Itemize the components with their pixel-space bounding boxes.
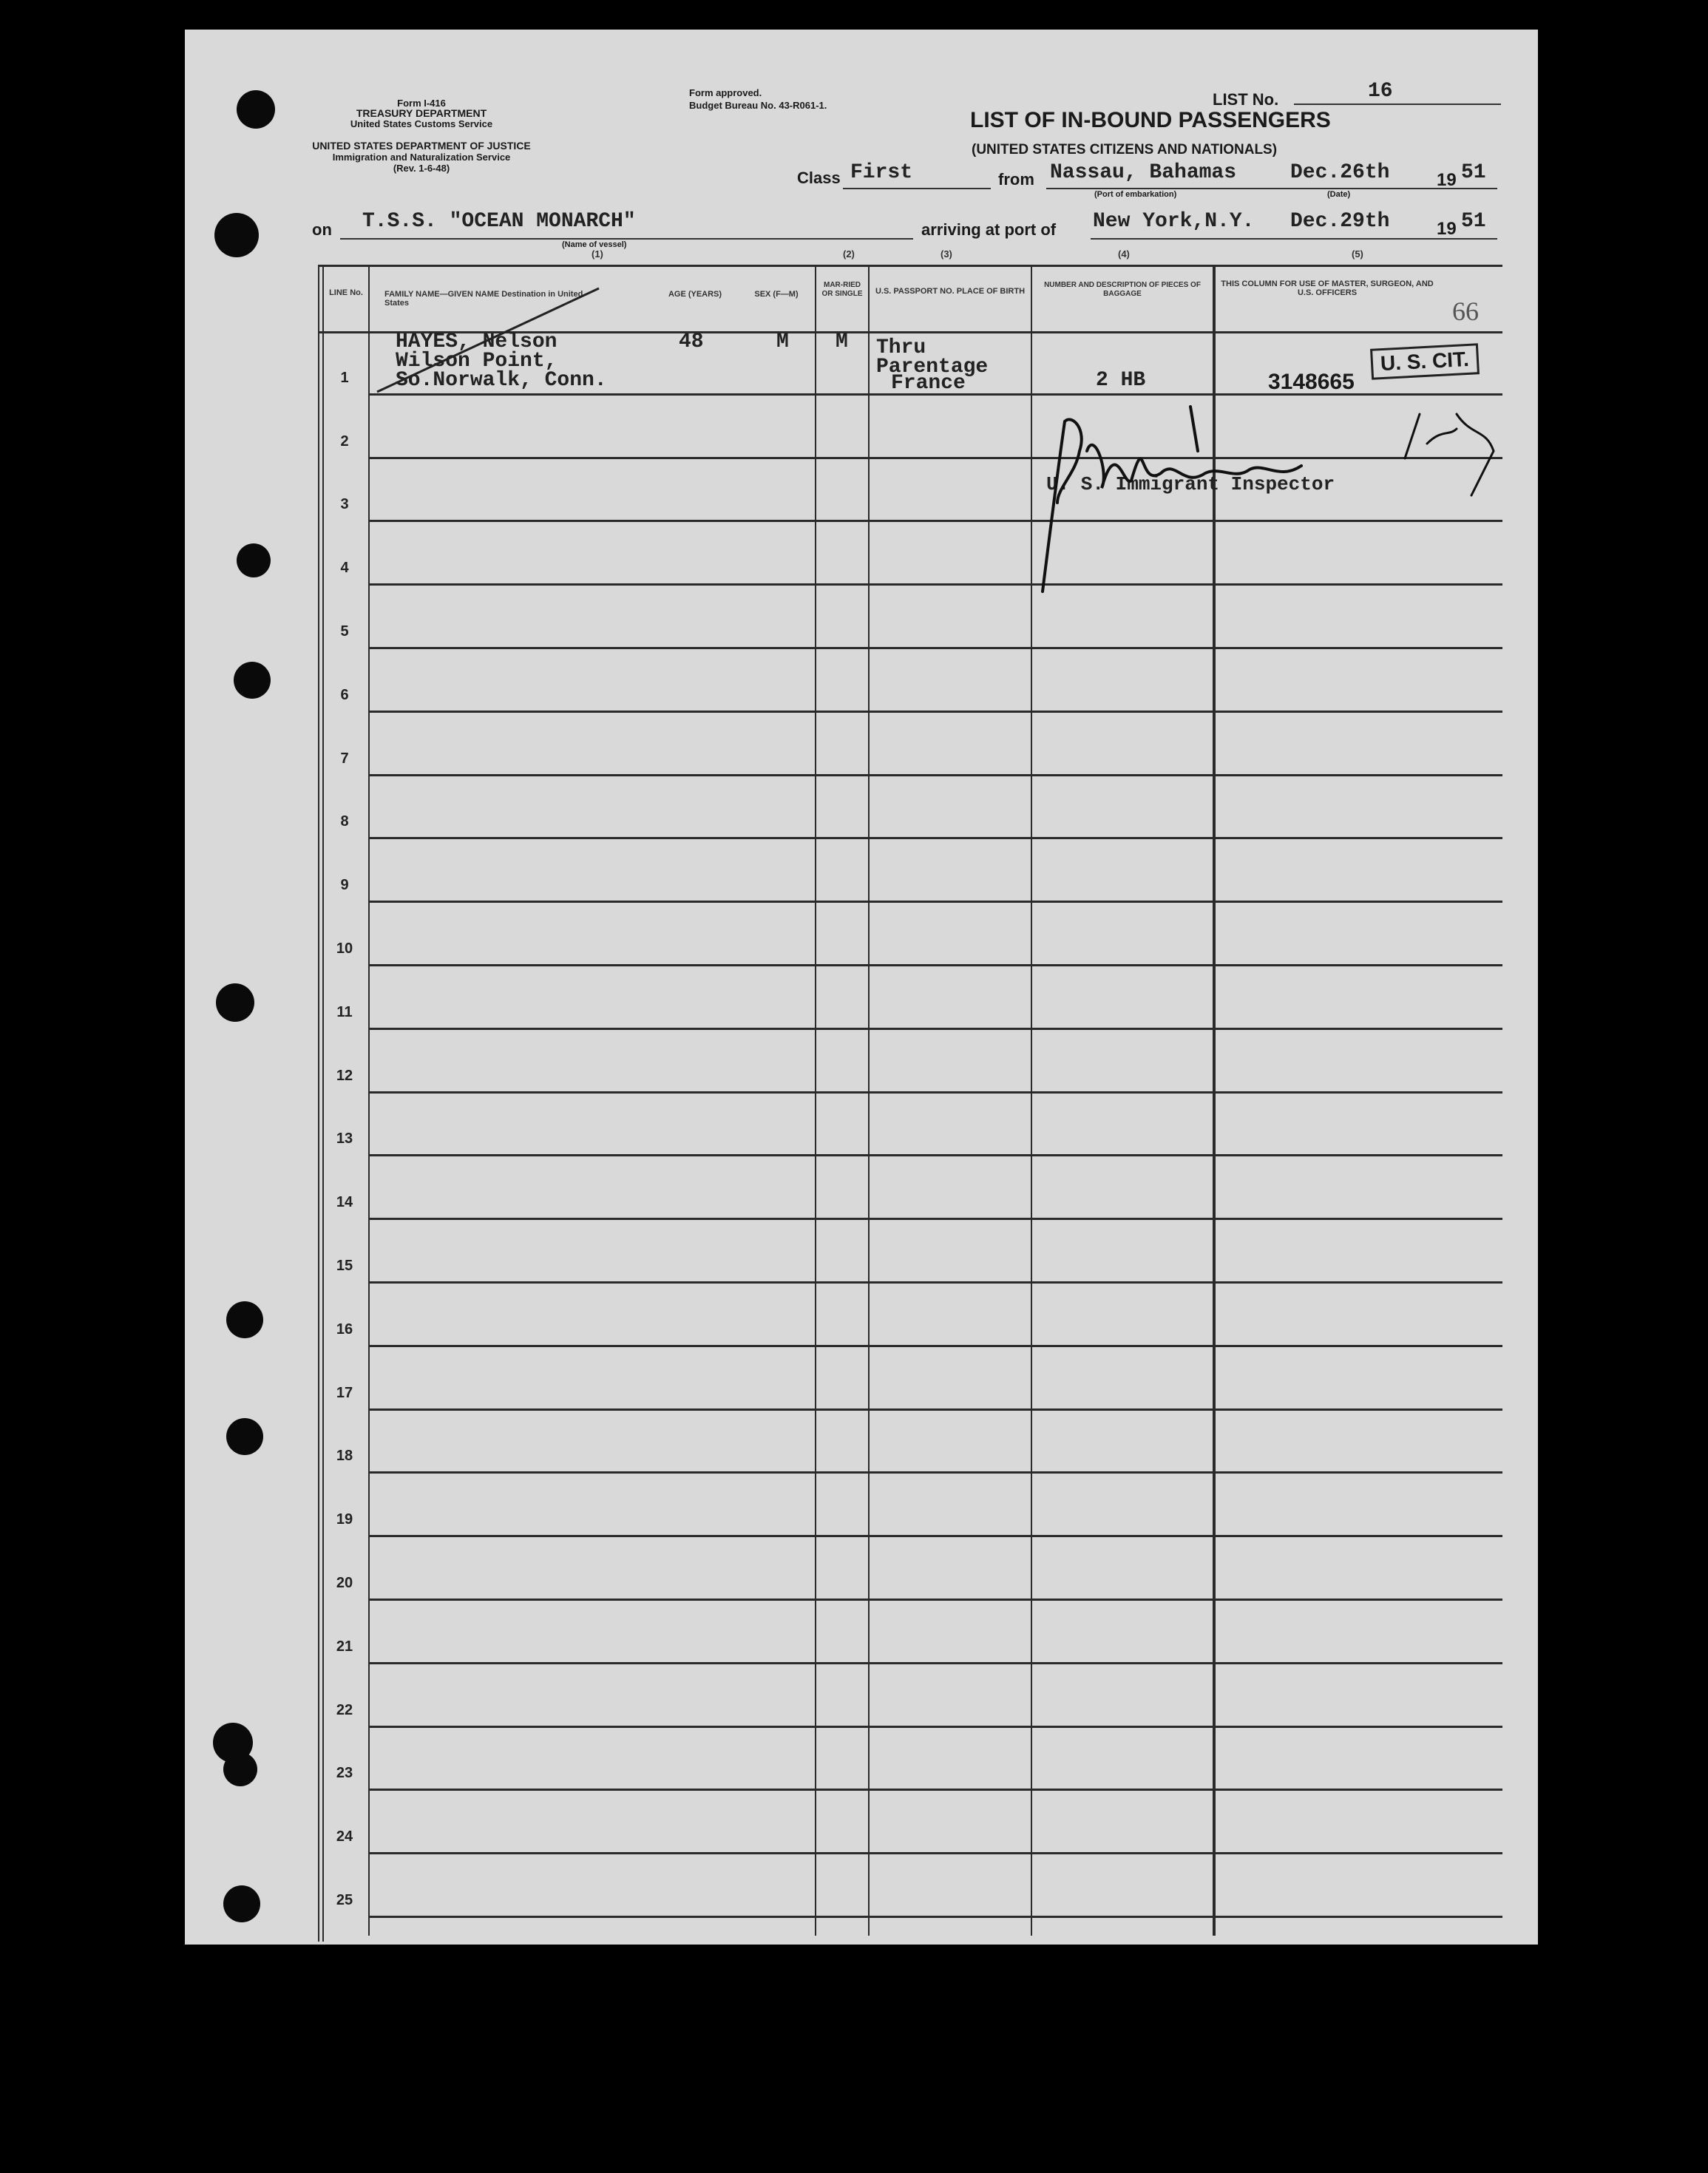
- punch-hole: [237, 543, 271, 577]
- col-header-passport: U.S. PASSPORT NO. PLACE OF BIRTH: [875, 287, 1026, 296]
- arriving-label: arriving at port of: [921, 220, 1057, 239]
- line-number: 21: [336, 1638, 353, 1655]
- line-number: 22: [336, 1701, 353, 1718]
- passenger-address-2: So.Norwalk, Conn.: [396, 369, 607, 392]
- punch-hole: [226, 1301, 263, 1338]
- punch-hole: [226, 1418, 263, 1455]
- form-subtitle: (UNITED STATES CITIZENS AND NATIONALS): [972, 142, 1278, 157]
- col-number-3: (3): [941, 248, 952, 260]
- row-rule: [370, 1218, 1502, 1220]
- us-citizen-stamp: U. S. CIT.: [1370, 343, 1480, 380]
- punch-hole: [223, 1885, 260, 1922]
- list-number: 16: [1368, 80, 1393, 103]
- budget-bureau: Budget Bureau No. 43-R061-1.: [689, 100, 827, 111]
- class-value: First: [850, 161, 913, 184]
- row-rule: [370, 1662, 1502, 1664]
- row-rule: [370, 774, 1502, 776]
- col-header-married: MAR-RIED OR SINGLE: [821, 281, 863, 298]
- punch-hole: [216, 983, 254, 1022]
- line-number: 6: [340, 686, 349, 703]
- line-number: 18: [336, 1448, 353, 1465]
- class-label: Class: [797, 169, 841, 187]
- passenger-marital: M: [836, 330, 848, 353]
- departure-date: Dec.26th: [1290, 161, 1390, 184]
- line-number: 17: [336, 1384, 353, 1401]
- line-number: 8: [340, 813, 349, 830]
- form-approved: Form approved.: [689, 87, 762, 98]
- revision: (Rev. 1-6-48): [393, 163, 450, 174]
- line-number: 12: [336, 1067, 353, 1084]
- date-caption: (Date): [1327, 190, 1351, 199]
- birth-line-1: Thru: [876, 336, 926, 359]
- line-number: 23: [336, 1765, 353, 1782]
- vessel-name: T.S.S. "OCEAN MONARCH": [362, 210, 636, 233]
- row-rule: [370, 1852, 1502, 1854]
- manifest-page: [185, 30, 1538, 1945]
- col-number-4: (4): [1118, 248, 1130, 260]
- ins-service: Immigration and Naturalization Service: [332, 152, 511, 163]
- justice-dept: UNITED STATES DEPARTMENT OF JUSTICE: [312, 140, 531, 152]
- col-header-baggage: NUMBER AND DESCRIPTION OF PIECES OF BAGGAGE: [1044, 281, 1201, 298]
- customs-service: United States Customs Service: [350, 118, 493, 129]
- arrival-year: 51: [1461, 210, 1486, 233]
- row-rule: [370, 1535, 1502, 1537]
- row-rule: [370, 964, 1502, 966]
- line-number: 16: [336, 1321, 353, 1338]
- col-header-name: FAMILY NAME—GIVEN NAME Destination in United States: [384, 290, 583, 308]
- arrival-date: Dec.29th: [1290, 210, 1390, 233]
- punch-hole: [223, 1752, 257, 1786]
- line-number: 15: [336, 1258, 353, 1274]
- line-number: 19: [336, 1511, 353, 1528]
- passenger-sex: M: [776, 330, 789, 353]
- line-number: 24: [336, 1828, 353, 1845]
- punch-hole: [214, 213, 259, 257]
- row-rule: [370, 1599, 1502, 1601]
- row-rule: [370, 1345, 1502, 1347]
- birth-line-3: France: [891, 372, 966, 395]
- line-number: 9: [340, 877, 349, 894]
- col-number-2: (2): [843, 248, 855, 260]
- from-label: from: [998, 170, 1034, 189]
- row-rule: [370, 1154, 1502, 1156]
- row-rule: [370, 1471, 1502, 1474]
- officer-number: 3148665: [1268, 370, 1355, 394]
- col-header-officers: THIS COLUMN FOR USE OF MASTER, SURGEON, AND U.S. OFFICERS: [1221, 279, 1434, 297]
- passenger-address-1: Wilson Point,: [396, 350, 558, 373]
- row-rule: [370, 1281, 1502, 1284]
- row-rule: [370, 901, 1502, 903]
- arrival-year-prefix: 19: [1437, 219, 1457, 239]
- margin-number: 66: [1452, 296, 1479, 326]
- line-number: 2: [340, 433, 349, 450]
- row-rule: [370, 711, 1502, 713]
- line-number: 3: [340, 496, 349, 513]
- departure-year: 51: [1461, 161, 1486, 184]
- line-number: 20: [336, 1575, 353, 1591]
- birth-line-2: Parentage: [876, 356, 989, 379]
- line-number: 25: [336, 1892, 353, 1908]
- treasury-dept: TREASURY DEPARTMENT: [356, 107, 487, 119]
- line-number: 4: [340, 560, 349, 577]
- passenger-age: 48: [679, 330, 704, 353]
- col-header-sex: SEX (F—M): [754, 290, 799, 299]
- list-label: LIST No.: [1213, 90, 1279, 109]
- line-number: 7: [340, 750, 349, 767]
- form-number: Form I-416: [397, 98, 446, 109]
- row-rule: [370, 647, 1502, 649]
- col-header-line-no: LINE No.: [329, 288, 363, 297]
- inspector-signature: [1013, 384, 1501, 606]
- inspector-caption: U. S. Immigrant Inspector: [1046, 473, 1335, 495]
- row-rule: [370, 1726, 1502, 1728]
- port-caption: (Port of embarkation): [1094, 190, 1177, 199]
- row-rule: [370, 1091, 1502, 1094]
- line-number: 5: [340, 623, 349, 640]
- col-header-age: AGE (YEARS): [668, 290, 722, 299]
- col-number-1: (1): [592, 248, 603, 260]
- col-number-5: (5): [1352, 248, 1363, 260]
- line-number: 13: [336, 1130, 353, 1147]
- line-number: 10: [336, 940, 353, 957]
- year-prefix: 19: [1437, 170, 1457, 190]
- punch-hole: [234, 662, 271, 699]
- arrival-port: New York,N.Y.: [1093, 210, 1255, 233]
- on-label: on: [312, 220, 332, 239]
- line-number: 1: [340, 369, 349, 386]
- line-number: 11: [336, 1003, 353, 1020]
- punch-hole: [237, 90, 275, 129]
- passenger-name: HAYES, Nelson: [396, 330, 558, 353]
- baggage-value: 2 HB: [1096, 369, 1146, 392]
- row-rule: [370, 1789, 1502, 1791]
- row-rule: [370, 1028, 1502, 1030]
- row-rule: [370, 1916, 1502, 1918]
- form-title: LIST OF IN-BOUND PASSENGERS: [970, 108, 1331, 132]
- line-number: 14: [336, 1194, 353, 1211]
- row-rule: [370, 837, 1502, 839]
- from-value: Nassau, Bahamas: [1050, 161, 1237, 184]
- row-rule: [370, 1408, 1502, 1411]
- vessel-caption: (Name of vessel): [562, 240, 627, 249]
